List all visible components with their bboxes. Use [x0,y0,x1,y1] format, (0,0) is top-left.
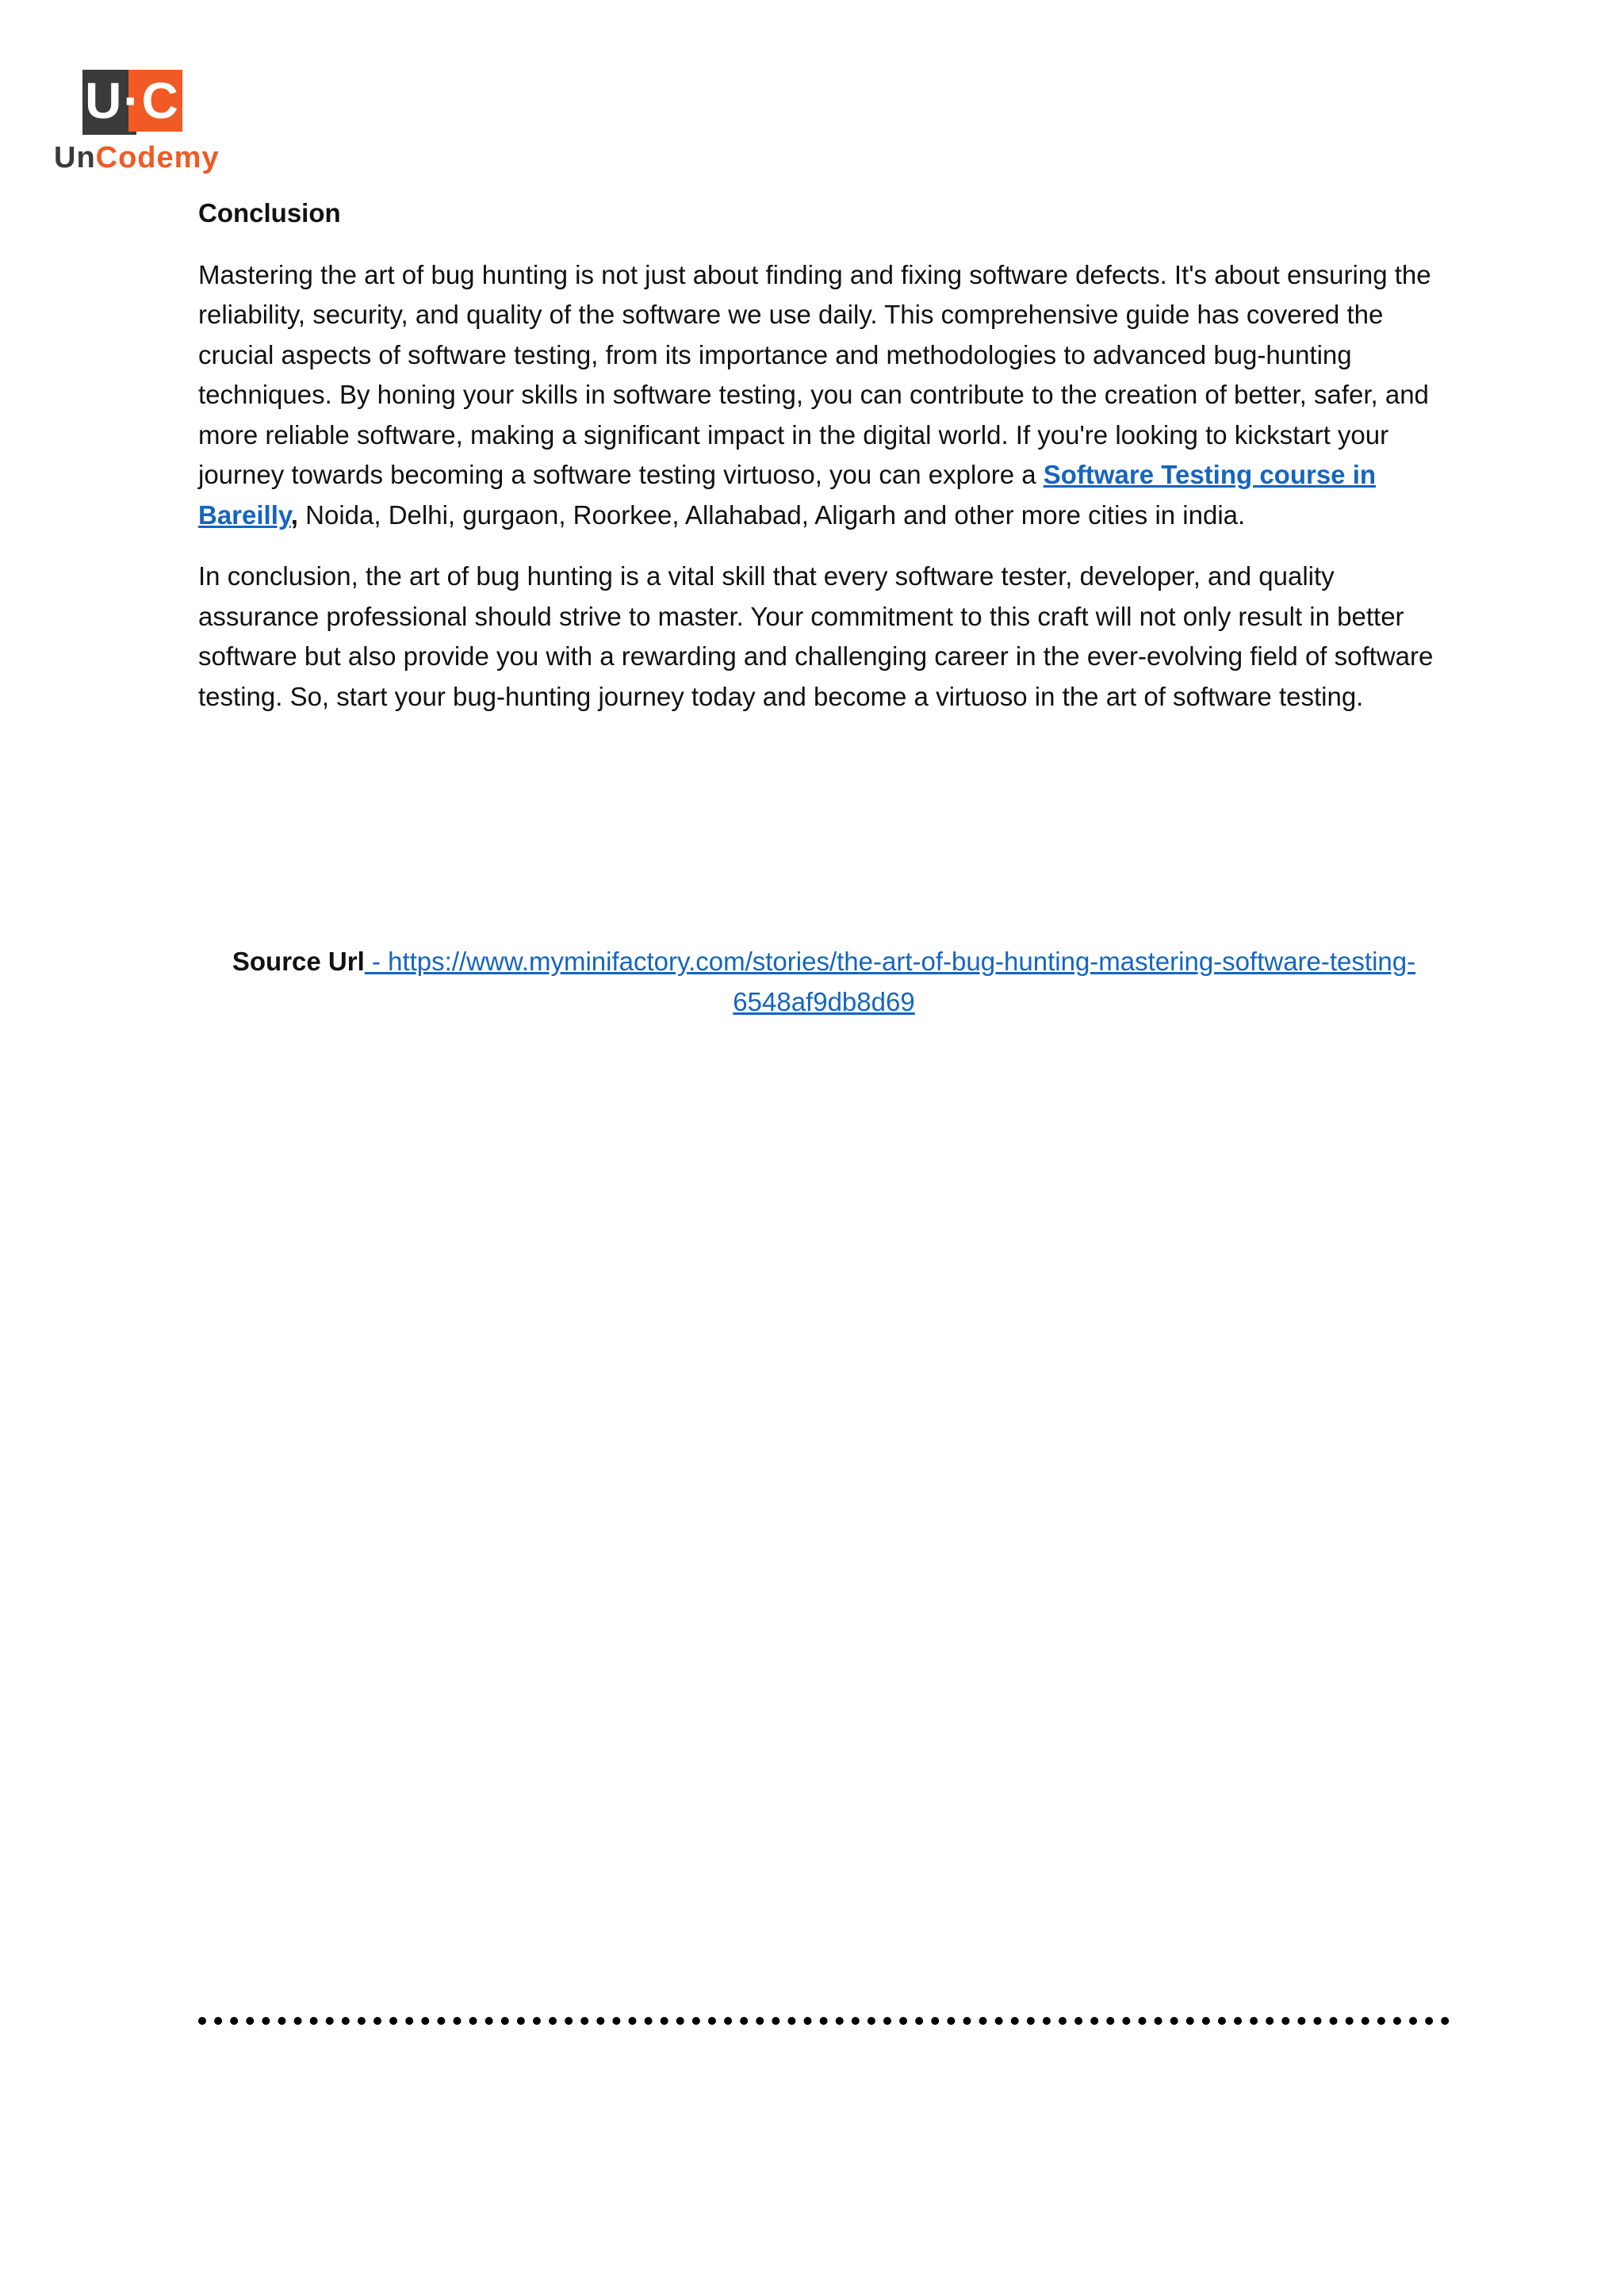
logo-wordmark-un: Un [54,141,96,174]
source-url-link[interactable]: - https://www.myminifactory.com/stories/the-art-of-bug-hunting-mastering-software-testing-6548af9db8d69 [364,947,1416,1016]
dotted-divider [198,2017,1450,2025]
document-body [198,193,1450,738]
conclusion-paragraph-1 [198,255,1450,536]
conclusion-paragraph-2: In conclusion, the art of bug hunting is a vital skill that every software tester, developer, and quality assurance professional should strive to master. Your commitment to this craft will not only result in better software but also provide you with a rewarding and challenging career in the ever-evolving field of software testing. So, start your bug-hunting journey today and become a virtuoso in the art of software testing. [198,561,1434,711]
paragraph-1-text: Mastering the art of bug hunting is not just about finding and fixing software defects. It's about ensuring the reliability, security, and quality of the software we use daily. This comprehensive guide has covered the crucial aspects of software testing, from its importance and methodologies to advanced bug-hunting techniques. By honing your skills in software testing, you can contribute to the creation of better, safer, and more reliable software, making a significant impact in the digital world. If you're looking to kickstart your journey towards becoming a software testing virtuoso, you can explore a [198,259,1431,489]
uncodemy-logo [54,70,220,174]
source-url-line [198,942,1450,1022]
paragraph-1-cities-text: Noida, Delhi, gurgaon, Roorkee, Allahabad, Aligarh and other more cities in india. [297,499,1246,530]
section-heading: Conclusion [198,198,341,228]
source-url-label: Source Url [232,947,365,976]
course-link[interactable]: Software Testing course in Bareilly [198,460,1377,530]
logo-wordmark-codemy: Codemy [95,141,220,174]
logo-mark-letters: U·C [85,72,180,129]
link-comma: , [290,499,298,530]
logo-mark [82,70,182,135]
logo-wordmark [54,141,220,175]
